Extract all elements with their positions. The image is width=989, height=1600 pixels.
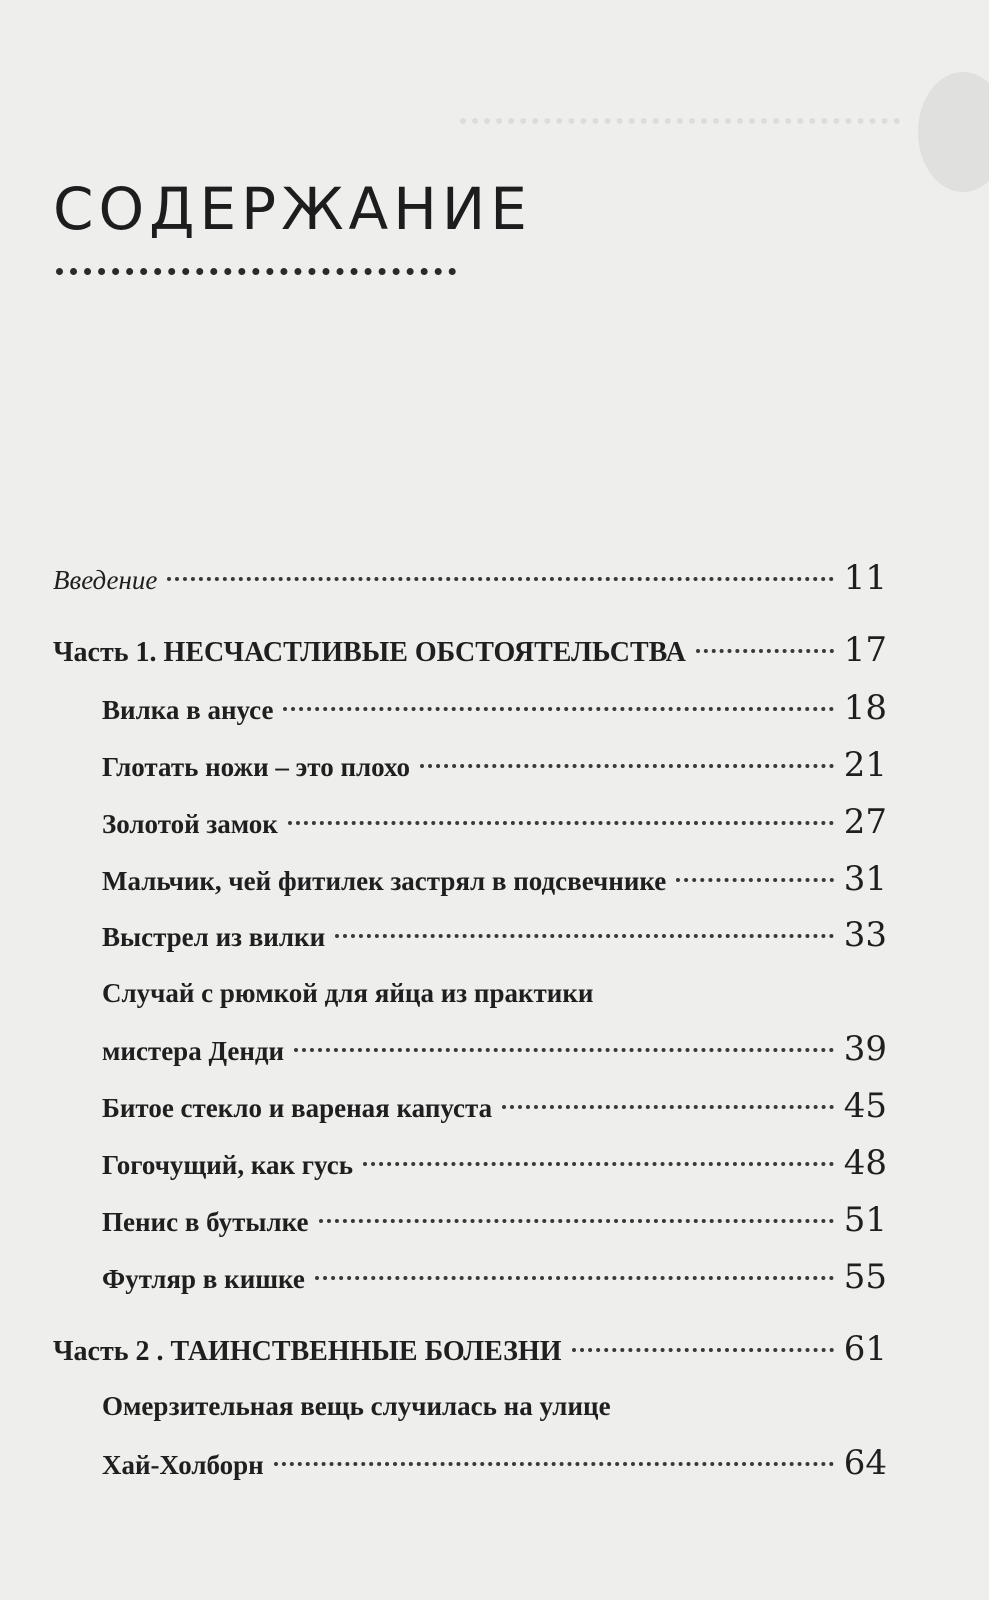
dot-leader [283, 707, 833, 711]
dot-leader [676, 878, 833, 882]
toc-page-number: 64 [843, 1443, 887, 1483]
toc-page-number: 45 [843, 1086, 887, 1126]
toc-entry-label: Вилка в анусе [102, 695, 274, 725]
toc-entry-label: Часть 1. НЕСЧАСТЛИВЫЕ ОБСТОЯТЕЛЬСТВА [53, 637, 686, 668]
toc-entry-chapter[interactable] [102, 913, 887, 957]
dot-leader [319, 1219, 834, 1223]
toc-entry-chapter[interactable] [102, 1084, 887, 1128]
toc-entry-label: Случай с рюмкой для яйца из практики [102, 978, 594, 1008]
dot-leader [335, 934, 834, 938]
toc-page-number: 31 [843, 859, 887, 899]
dot-leader [315, 1276, 834, 1280]
toc-entry-label: Введение [53, 565, 158, 595]
dot-leader [294, 1048, 834, 1052]
toc-page-number: 27 [843, 802, 887, 842]
toc-entry-part-2[interactable] [53, 1327, 887, 1371]
toc-entry-label: мистера Денди [102, 1036, 285, 1066]
toc-page-number: 55 [843, 1257, 887, 1297]
toc-entry-chapter[interactable] [102, 1141, 887, 1185]
toc-entry-label: Мальчик, чей фитилек застрял в подсвечнике [102, 866, 667, 896]
dot-leader [167, 577, 833, 581]
dot-leader [696, 649, 834, 653]
toc-entry-label: Хай-Холборн [102, 1450, 264, 1480]
toc-entry-label: Выстрел из вилки [102, 922, 326, 952]
toc-page-number: 48 [843, 1143, 887, 1183]
toc-entry-chapter[interactable] [102, 1027, 887, 1071]
toc-entry-label: Глотать ножи – это плохо [102, 752, 410, 782]
dot-leader [288, 821, 834, 825]
title-dotted-rule [56, 268, 456, 275]
toc-page-number: 39 [843, 1029, 887, 1069]
toc-entry-label: Гогочущий, как гусь [102, 1150, 353, 1180]
toc-entry-chapter[interactable] [102, 1255, 887, 1299]
toc-entry-chapter[interactable] [102, 800, 887, 844]
dot-leader [502, 1105, 834, 1109]
toc-entry-label: Омерзительная вещь случилась на улице [102, 1391, 611, 1421]
toc-page-number: 61 [843, 1329, 887, 1369]
toc-entry-part-1[interactable] [53, 628, 887, 672]
dot-leader [363, 1162, 834, 1166]
toc-page-number: 18 [843, 688, 887, 728]
toc-entry-label: Битое стекло и вареная капуста [102, 1093, 493, 1123]
page-title: СОДЕРЖАНИЕ [53, 175, 532, 243]
toc-entry-chapter[interactable] [102, 1198, 887, 1242]
toc-page-number: 51 [843, 1200, 887, 1240]
toc-entry-label: Пенис в бутылке [102, 1207, 309, 1237]
toc-entry-label: Часть 2 . ТАИНСТВЕННЫЕ БОЛЕЗНИ [53, 1336, 562, 1367]
dot-leader [572, 1348, 834, 1352]
toc-entry-label: Футляр в кишке [102, 1264, 305, 1294]
toc-page-number: 17 [843, 630, 887, 670]
toc-page-number: 21 [843, 745, 887, 785]
toc-entry-chapter[interactable] [102, 743, 887, 787]
toc-page-number: 11 [843, 558, 887, 598]
toc-entry-chapter-line-1[interactable] [102, 971, 887, 1015]
toc-entry-chapter[interactable] [102, 686, 887, 730]
dot-leader [274, 1462, 834, 1466]
toc-entry-chapter[interactable] [102, 857, 887, 901]
toc-entry-chapter[interactable] [102, 1441, 887, 1485]
toc-entry-label: Золотой замок [102, 809, 278, 839]
toc-entry-chapter-line-1[interactable] [102, 1384, 887, 1428]
toc-page-number: 33 [843, 915, 887, 955]
toc-entry-intro[interactable] [53, 556, 887, 600]
dot-leader [420, 764, 834, 768]
